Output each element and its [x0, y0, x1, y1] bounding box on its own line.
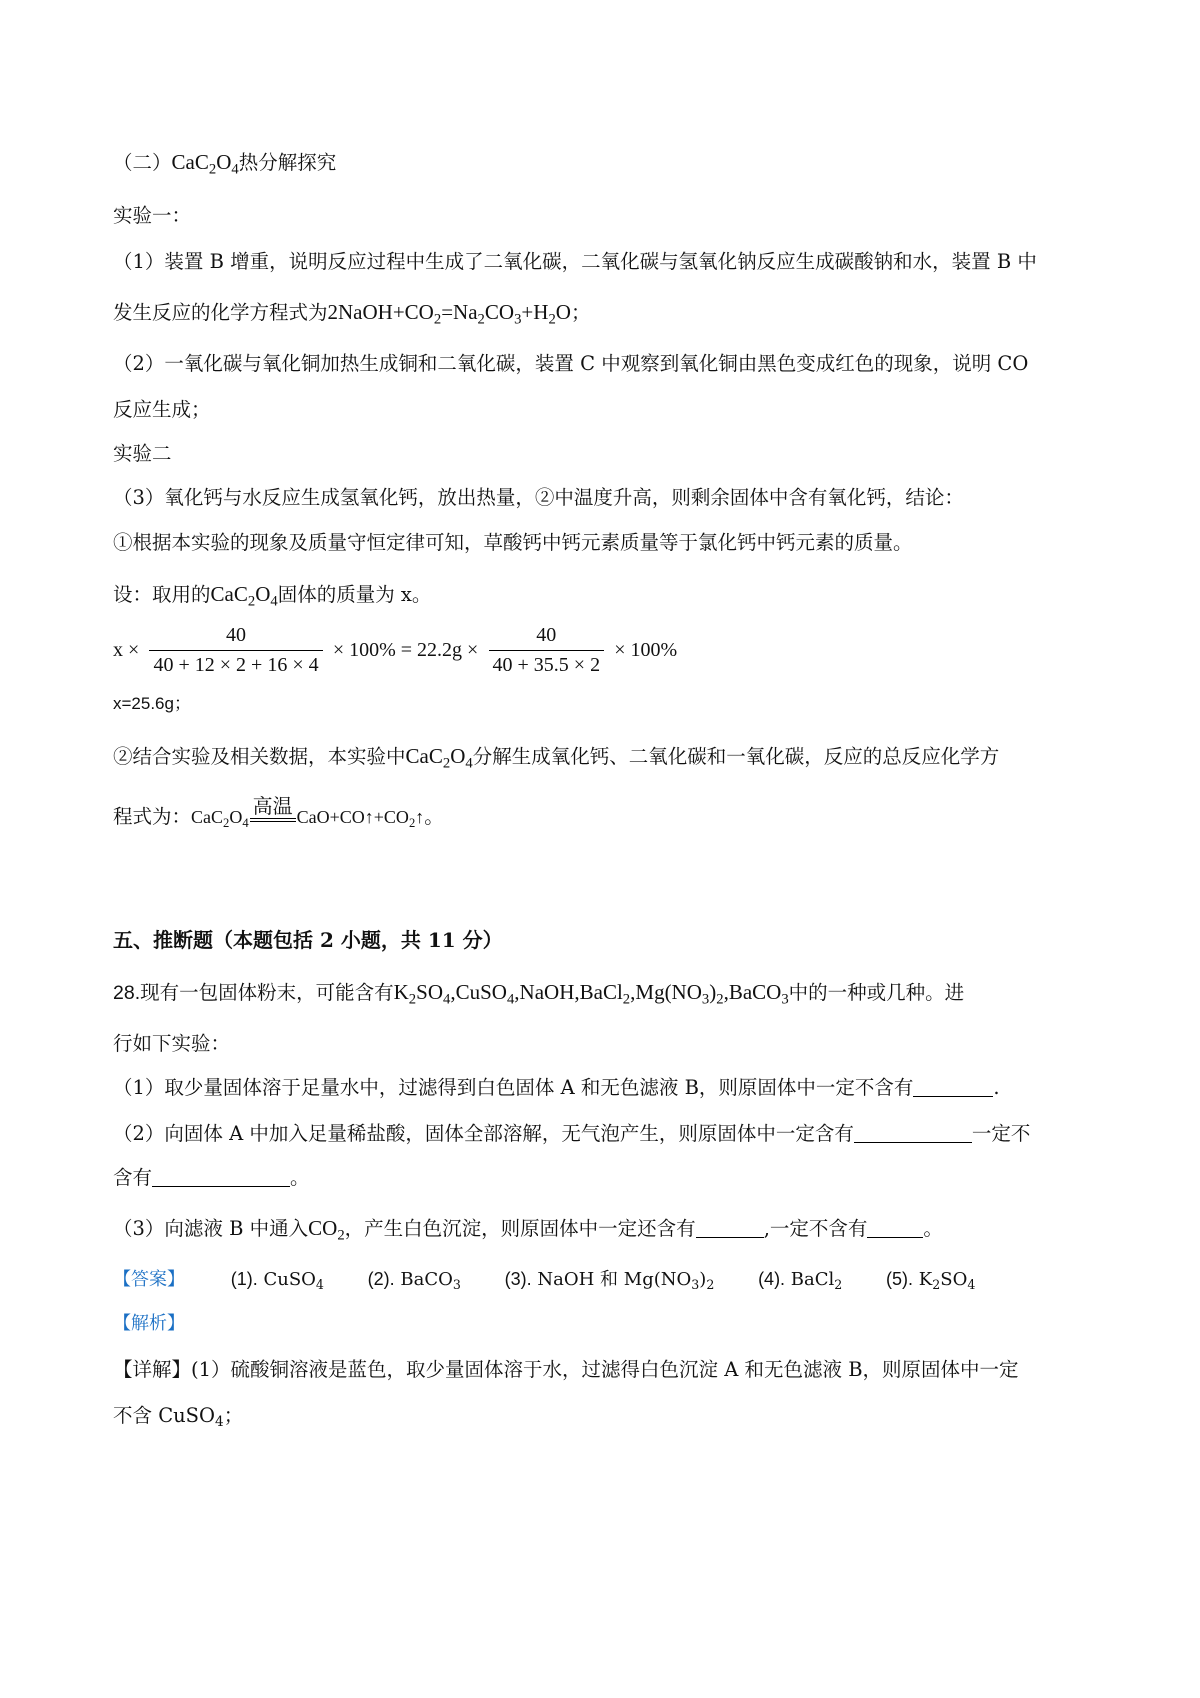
paragraph-1-line-1: （1）装置 B 增重，说明反应过程中生成了二氧化碳，二氧化碳与氢氧化钠反应生成碳酸钠和水，装置 B 中	[113, 250, 1037, 273]
candidate-compounds: $K_2SO_4,CuSO_4,NaOH,BaCl_2,Mg(NO_3)_2,BaCO_3$	[393, 980, 789, 1008]
question-28-line-1: 28.现有一包固体粉末，可能含有$K_2SO_4,CuSO_4,NaOH,BaCl_2,Mg(NO_3)_2,BaCO_3$中的一种或几种。进	[113, 980, 965, 1008]
result-x: x=25.6g；	[113, 694, 191, 713]
paragraph-2-line-2: 反应生成；	[113, 398, 211, 421]
products-decomposition: $CaO+CO↑+CO_2↑$	[296, 807, 425, 830]
answer-blank-3[interactable]	[152, 1166, 290, 1187]
answer-item-1: (1). CuSO$_4$	[230, 1269, 324, 1292]
equation-naoh-co2: $2NaOH+CO_2=Na_2CO_3+H_2O$	[327, 300, 571, 328]
detail-line-2: 不含 CuSO$_4$；	[113, 1404, 244, 1431]
answer-blank-5[interactable]	[867, 1217, 923, 1238]
paragraph-5: 设：取用的$CaC_2O_4$固体的质量为 x。	[113, 582, 432, 610]
answer-blank-2[interactable]	[854, 1122, 972, 1143]
formula-cac2o4: $CaC_2O_4$	[171, 150, 239, 178]
double-equals-sign	[250, 818, 296, 822]
analysis-label: 【解析】	[113, 1313, 185, 1334]
mass-equation: x × $\frac{40}{40 + 12 \times 2 + 16 \times 4}$ × 100% = 22.2g × $\frac{40}{40 + 35.5 \times 2}$ × 100%	[113, 624, 678, 676]
sub-question-2-line-1: （2）向固体 A 中加入足量稀盐酸，固体全部溶解，无气泡产生，则原固体中一定含有 一定不	[113, 1122, 1031, 1145]
paragraph-4: ①根据本实验的现象及质量守恒定律可知，草酸钙中钙元素质量等于氯化钙中钙元素的质量。	[113, 531, 913, 554]
paragraph-2-line-1: （2）一氧化碳与氧化铜加热生成铜和二氧化碳，装置 C 中观察到氧化铜由黑色变成红色的现象，说明 CO	[113, 352, 1029, 375]
paragraph-3: （3）氧化钙与水反应生成氢氧化钙，放出热量，②中温度升高，则剩余固体中含有氧化钙，结论：	[113, 486, 964, 509]
experiment-one-label: 实验一：	[113, 204, 192, 227]
sub-question-3: （3）向滤液 B 中通入$CO_2$，产生白色沉淀，则原固体中一定还含有 ,一定不含有 。	[113, 1216, 943, 1244]
fraction-cac2o4: $\frac{40}{40 + 12 \times 2 + 16 \times 4}$	[149, 624, 322, 677]
answer-blank-4[interactable]	[696, 1217, 764, 1238]
paragraph-6: ②结合实验及相关数据，本实验中$CaC_2O_4$分解生成氧化钙、二氧化碳和一氧化碳，反应的总反应化学方	[113, 744, 1000, 772]
answer-row	[113, 1265, 1090, 1294]
sub-question-2-line-2: 含有 。	[113, 1166, 310, 1189]
formula-cac2o4: $CaC_2O_4$	[405, 744, 473, 772]
detail-line-1: 【详解】(1）硫酸铜溶液是蓝色，取少量固体溶于水，过滤得白色沉淀 A 和无色滤液 B，则原固体中一定	[113, 1358, 1019, 1381]
answer-item-4: (4). BaCl$_2$	[758, 1269, 843, 1292]
answer-item-5: (5). $K_2SO_4$	[886, 1269, 976, 1292]
sub-question-1: （1）取少量固体溶于足量水中，过滤得到白色固体 A 和无色滤液 B，则原固体中一定不含有 .	[113, 1076, 1000, 1099]
high-temperature-condition: 高温	[250, 794, 296, 831]
section-5-heading: 五、推断题（本题包括 2 小题，共 11 分）	[113, 928, 503, 952]
experiment-two-label: 实验二	[113, 442, 172, 465]
reactant-cac2o4: $CaC_2O_4$	[191, 807, 249, 830]
formula-cac2o4: $CaC_2O_4$	[210, 582, 278, 610]
answer-item-2: (2). BaCO$_3$	[367, 1269, 461, 1292]
fraction-cacl2: $\frac{40}{40 + 35.5 \times 2}$	[489, 624, 605, 677]
paragraph-7: 程式为：$CaC_2O_4$ 高温 $CaO+CO↑+CO_2↑$。	[113, 794, 444, 830]
answer-label: 【答案】	[113, 1269, 185, 1290]
section-title-thermal: （二）$CaC_2O_4$热分解探究	[113, 150, 337, 178]
answer-blank-1[interactable]	[913, 1076, 993, 1097]
paragraph-1-line-2: 发生反应的化学方程式为$2NaOH+CO_2=Na_2CO_3+H_2O$；	[113, 300, 591, 328]
answer-item-3: (3). NaOH 和 $Mg(NO_3)_2$	[504, 1269, 715, 1292]
formula-co2: $CO_2$	[308, 1216, 345, 1244]
question-28-line-2: 行如下实验：	[113, 1032, 231, 1055]
